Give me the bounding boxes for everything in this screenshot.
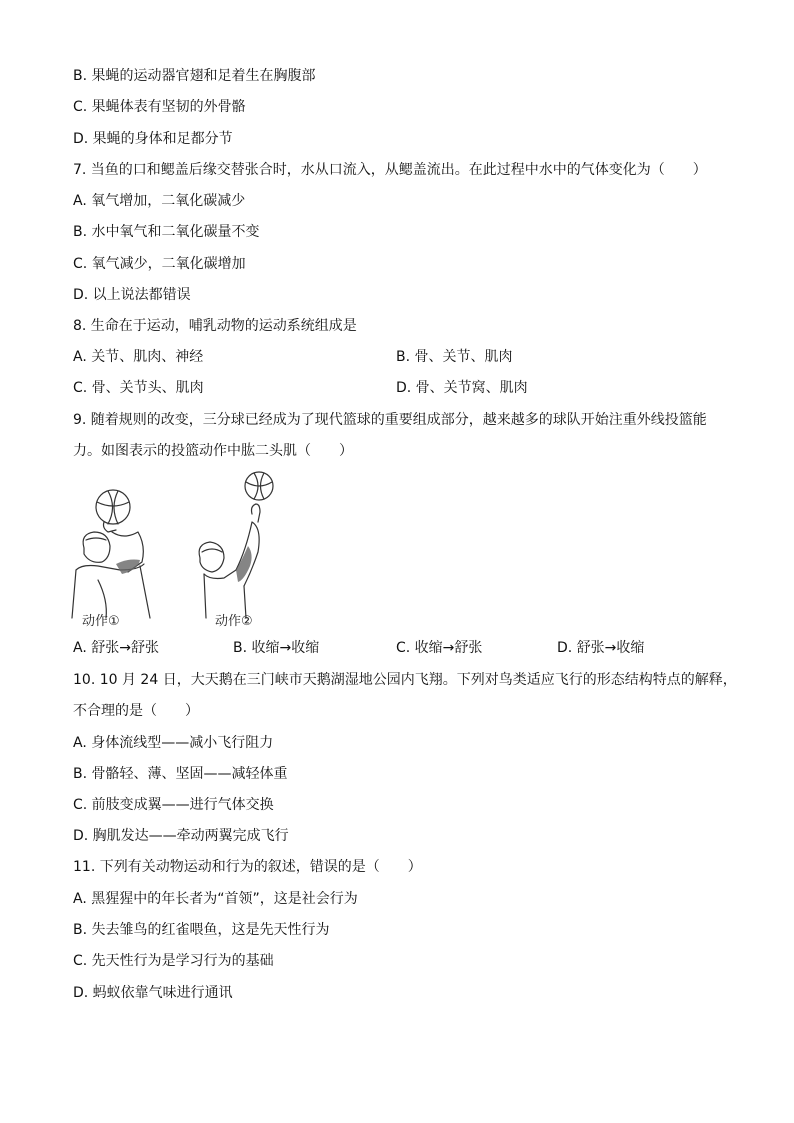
q10-option-b: B. 骨骼轻、薄、坚固——减轻体重 — [73, 766, 288, 782]
figure-caption-2: 动作② — [215, 614, 253, 629]
biceps-muscle-1 — [116, 560, 140, 575]
q8-stem: 8. 生命在于运动，哺乳动物的运动系统组成是 — [73, 318, 357, 334]
q8-option-c: C. 骨、关节头、肌肉 — [73, 380, 204, 396]
q9-stem-line1: 9. 随着规则的改变，三分球已经成为了现代篮球的重要组成部分，越来越多的球队开始注重外线投篮能 — [73, 412, 707, 428]
q9-option-b: B. 收缩→收缩 — [233, 640, 320, 656]
q6-option-b: B. 果蝇的运动器官翅和足着生在胸腹部 — [73, 68, 316, 84]
q9-option-a: A. 舒张→舒张 — [73, 640, 159, 656]
q9-option-d: D. 舒张→收缩 — [557, 640, 645, 656]
q7-option-a: A. 氧气增加，二氧化碳减少 — [73, 193, 246, 209]
q8-option-a: A. 关节、肌肉、神经 — [73, 349, 204, 365]
q9-stem-line2: 力。如图表示的投篮动作中肱二头肌（ ） — [73, 443, 353, 459]
q6-option-c: C. 果蝇体表有坚韧的外骨骼 — [73, 99, 246, 115]
basketball-shooting-figure — [68, 470, 298, 630]
q11-option-b: B. 失去雏鸟的红雀喂鱼，这是先天性行为 — [73, 922, 330, 938]
q7-option-d: D. 以上说法都错误 — [73, 287, 191, 303]
q7-stem: 7. 当鱼的口和鳃盖后缘交替张合时，水从口流入，从鳃盖流出。在此过程中水中的气体变化为（ ） — [73, 162, 707, 178]
q10-option-c: C. 前肢变成翼——进行气体交换 — [73, 797, 274, 813]
q11-stem: 11. 下列有关动物运动和行为的叙述，错误的是（ ） — [73, 859, 422, 875]
q10-option-a: A. 身体流线型——减小飞行阻力 — [73, 735, 274, 751]
player-2-head — [199, 542, 224, 572]
q10-stem-line2: 不合理的是（ ） — [73, 703, 199, 719]
shooting-illustration — [68, 470, 298, 630]
q7-option-b: B. 水中氧气和二氧化碳量不变 — [73, 224, 260, 240]
q8-option-b: B. 骨、关节、肌肉 — [396, 349, 513, 365]
q8-option-d: D. 骨、关节窝、肌肉 — [396, 380, 528, 396]
q7-option-c: C. 氧气减少，二氧化碳增加 — [73, 256, 246, 272]
q11-option-a: A. 黑猩猩中的年长者为“首领”，这是社会行为 — [73, 891, 358, 907]
q10-option-d: D. 胸肌发达——牵动两翼完成飞行 — [73, 828, 289, 844]
q10-stem-line1: 10. 10 月 24 日，大天鹅在三门峡市天鹅湖湿地公园内飞翔。下列对鸟类适应飞行的形态结构特点的解释， — [73, 672, 737, 688]
figure-caption-1: 动作① — [82, 614, 120, 629]
q9-option-c: C. 收缩→舒张 — [396, 640, 483, 656]
q11-option-d: D. 蚂蚁依靠气味进行通讯 — [73, 985, 233, 1001]
player-1-head — [83, 532, 110, 562]
q11-option-c: C. 先天性行为是学习行为的基础 — [73, 953, 274, 969]
q6-option-d: D. 果蝇的身体和足都分节 — [73, 131, 233, 147]
